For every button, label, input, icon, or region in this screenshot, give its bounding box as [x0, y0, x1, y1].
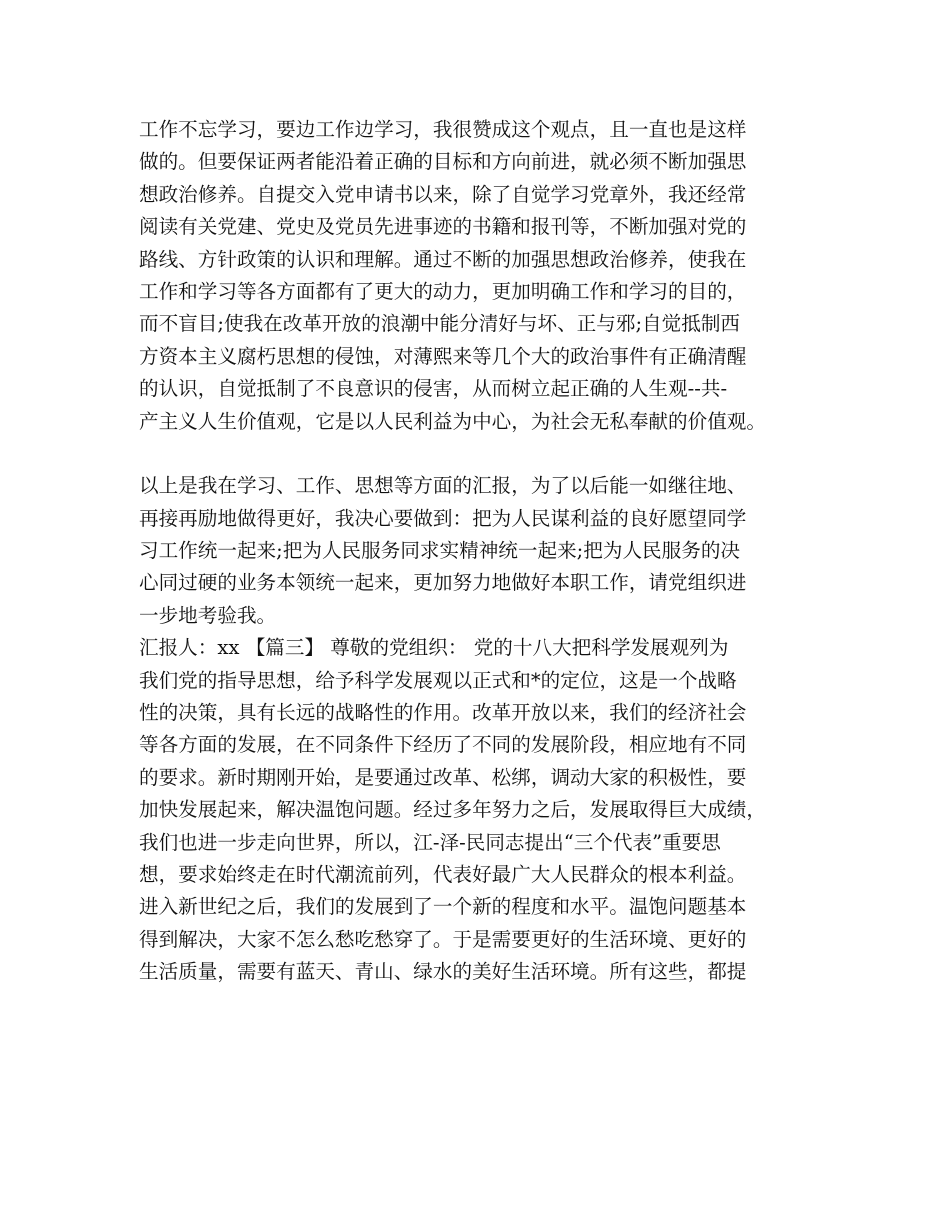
text-line: 做的。但要保证两者能沿着正确的目标和方向前进，就必须不断加强思 — [139, 150, 747, 174]
text-line: 生活质量，需要有蓝天、青山、绿水的美好生活环境。所有这些，都提 — [139, 960, 747, 984]
text-line: 再接再励地做得更好，我决心要做到：把为人民谋利益的良好愿望同学 — [139, 506, 747, 530]
text-line: 工作不忘学习，要边工作边学习，我很赞成这个观点，且一直也是这样 — [139, 118, 747, 141]
text-line: 性的决策，具有长远的战略性的作用。改革开放以来，我们的经济社会 — [139, 701, 747, 725]
text-line: 进入新世纪之后，我们的发展到了一个新的程度和水平。温饱问题基本 — [139, 895, 747, 919]
text-line: 我们党的指导思想，给予科学发展观以正式和*的定位，这是一个战略 — [139, 668, 737, 692]
text-line: 阅读有关党建、党史及党员先进事迹的书籍和报刊等，不断加强对党的 — [139, 215, 747, 239]
text-line: 方资本主义腐朽思想的侵蚀，对薄熙来等几个大的政治事件有正确清醒 — [139, 344, 747, 368]
text-line: 路线、方针政策的认识和理解。通过不断的加强思想政治修养，使我在 — [139, 247, 747, 271]
text-line: 得到解决，大家不怎么愁吃愁穿了。于是需要更好的生活环境、更好的 — [139, 927, 747, 951]
text-line: 习工作统一起来;把为人民服务同求实精神统一起来;把为人民服务的决 — [139, 539, 741, 563]
document-body — [139, 114, 839, 989]
paragraph-1 — [139, 114, 839, 438]
text-line: 我们也进一步走向世界，所以，江-泽-民同志提出“三个代表”重要思 — [139, 830, 721, 854]
text-line: 汇报人：xx 【篇三】 尊敬的党组织： 党的十八大把科学发展观列为 — [139, 636, 729, 660]
text-line: 产主义人生价值观，它是以人民利益为中心，为社会无私奉献的价值观。 — [139, 409, 766, 433]
text-line: 的认识，自觉抵制了不良意识的侵害，从而树立起正确的人生观--共- — [139, 377, 728, 401]
text-line: 加快发展起来，解决温饱问题。经过多年努力之后，发展取得巨大成绩， — [139, 798, 766, 822]
text-line: 以上是我在学习、工作、思想等方面的汇报，为了以后能一如继往地、 — [139, 474, 747, 498]
text-line: 想，要求始终走在时代潮流前列，代表好最广大人民群众的根本利益。 — [139, 862, 747, 886]
paragraph-gap — [139, 438, 839, 470]
text-line: 而不盲目;使我在改革开放的浪潮中能分清好与坏、正与邪;自觉抵制西 — [139, 312, 741, 336]
text-line: 等各方面的发展，在不同条件下经历了不同的发展阶段，相应地有不同 — [139, 733, 747, 757]
text-line: 一步地考验我。 — [139, 603, 277, 627]
paragraph-2 — [139, 470, 839, 988]
text-line: 的要求。新时期刚开始，是要通过改革、松绑，调动大家的积极性，要 — [139, 765, 747, 789]
text-line: 工作和学习等各方面都有了更大的动力，更加明确工作和学习的目的， — [139, 279, 747, 303]
text-line: 心同过硬的业务本领统一起来，更加努力地做好本职工作，请党组织进 — [139, 571, 747, 595]
text-line: 想政治修养。自提交入党申请书以来，除了自觉学习党章外，我还经常 — [139, 182, 747, 206]
